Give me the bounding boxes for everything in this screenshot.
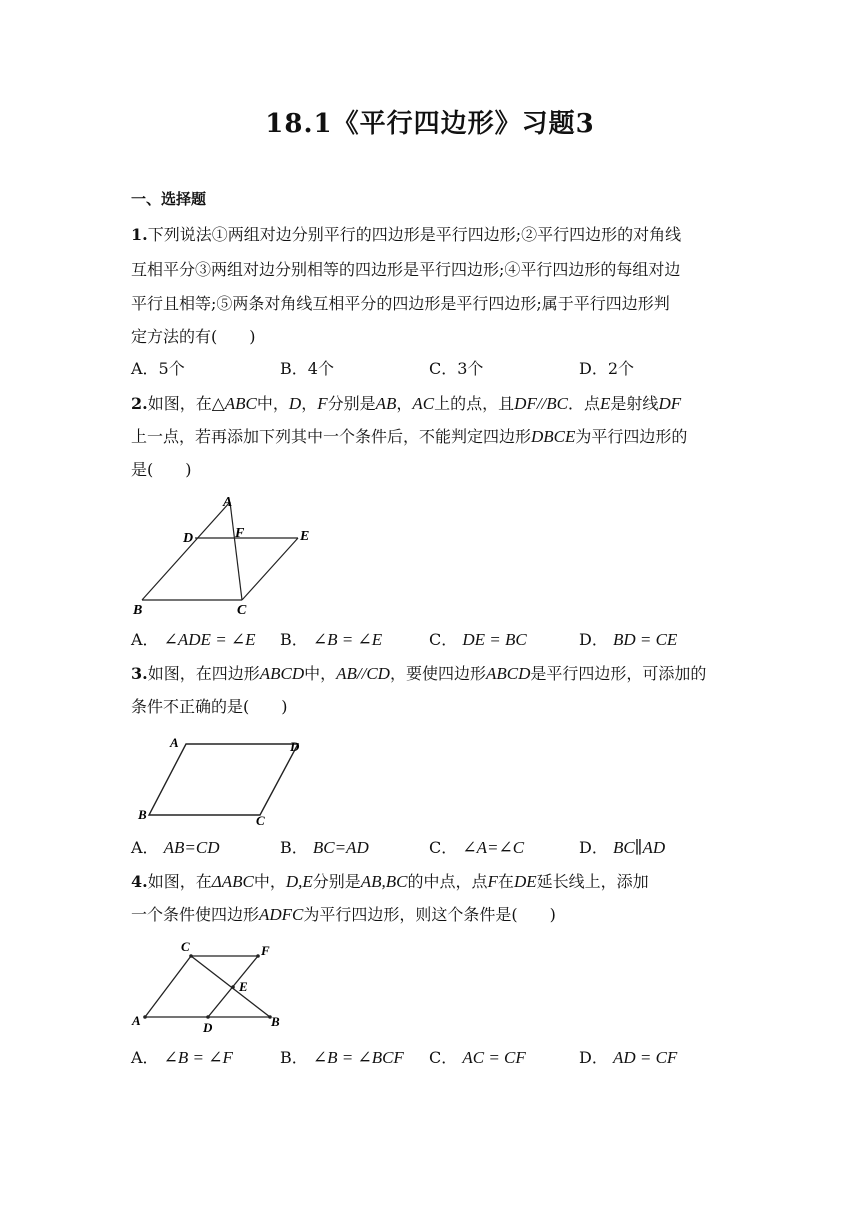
option-expr: ∠B = ∠BCF — [312, 1048, 404, 1067]
option-letter: D． — [579, 630, 608, 649]
q2-line-2 — [131, 427, 687, 447]
q1-option-b: B．4个 — [280, 359, 334, 378]
q2-math: AC — [412, 394, 435, 413]
q3-label-a: A — [170, 735, 179, 750]
q1-number: 1. — [131, 225, 148, 244]
q2-text: 为平行四边形的 — [575, 427, 688, 446]
q2-label-b: B — [133, 603, 143, 618]
q2-math: △ABC — [211, 394, 257, 413]
q3-math: ABCD — [485, 664, 531, 683]
q4-label-d: D — [203, 1020, 213, 1035]
q2-line-3: 是( ) — [131, 460, 192, 479]
q2-math: D — [288, 394, 302, 413]
q2-text: 中， — [256, 394, 289, 413]
q3-label-d: D — [290, 739, 300, 754]
q4-math: AB,BC — [360, 872, 408, 891]
q2-text: 是射线 — [610, 394, 659, 413]
option-expr: BC=AD — [312, 838, 369, 857]
option-letter: C． — [429, 838, 458, 857]
q1-option-c: C．3个 — [429, 359, 484, 378]
q3-option-c — [429, 838, 524, 858]
q4-label-a: A — [132, 1013, 141, 1028]
q4-label-e: E — [239, 979, 248, 994]
q2-label-d: D — [183, 531, 194, 546]
option-expr: ∠A=∠C — [462, 838, 525, 857]
q2-text: 上一点，若再添加下列其中一个条件后，不能判定四边形 — [131, 427, 532, 446]
q3-math: ABCD — [259, 664, 305, 683]
q3-text: 如图，在四边形 — [147, 664, 260, 683]
q2-math: F — [317, 394, 328, 413]
q2-label-f: F — [235, 526, 245, 541]
q4-line-1 — [131, 872, 649, 892]
q2-text: ， — [396, 394, 413, 413]
q2-label-a: A — [223, 495, 233, 510]
option-expr: ∠B = ∠F — [163, 1048, 233, 1067]
q2-text: 分别是 — [327, 394, 376, 413]
option-expr: BD = CE — [612, 630, 678, 649]
q4-text: 如图，在 — [147, 872, 212, 891]
option-expr: AD = CF — [612, 1048, 678, 1067]
q4-math: D,E — [285, 872, 313, 891]
q4-option-c — [429, 1048, 526, 1068]
q2-option-a — [131, 630, 256, 650]
q2-label-c: C — [237, 603, 247, 618]
q4-text: 在 — [497, 872, 514, 891]
q2-label-e: E — [300, 529, 310, 544]
option-letter: C． — [429, 630, 458, 649]
q4-figure — [128, 935, 298, 1035]
option-expr: AC = CF — [462, 1048, 526, 1067]
q1-line-3: 平行且相等;⑤两条对角线互相平分的四边形是平行四边形;属于平行四边形判 — [131, 294, 670, 313]
q4-math: DE — [513, 872, 537, 891]
section-heading: 一、选择题 — [131, 190, 207, 208]
q2-text: ， — [301, 394, 318, 413]
q2-text: 如图，在 — [147, 394, 212, 413]
q3-figure — [130, 730, 320, 830]
q3-text: 是平行四边形，可添加的 — [530, 664, 707, 683]
option-letter: A． — [131, 1048, 159, 1067]
page-title: 18.1《平行四边形》习题3 — [265, 109, 595, 139]
q1-option-a: A．5个 — [131, 359, 185, 378]
option-letter: D． — [579, 838, 608, 857]
q1-line-2: 互相平分③两组对边分别相等的四边形是平行四边形;④平行四边形的每组对边 — [131, 260, 681, 279]
option-letter: B． — [280, 630, 308, 649]
q2-figure — [125, 490, 325, 620]
option-expr: ∠ADE = ∠E — [163, 630, 256, 649]
q3-line-2: 条件不正确的是( ) — [131, 697, 288, 716]
q2-math: AB — [375, 394, 397, 413]
option-letter: B． — [280, 1048, 308, 1067]
q2-option-c — [429, 630, 527, 650]
q4-label-b: B — [271, 1014, 280, 1029]
option-expr: AB=CD — [163, 838, 220, 857]
q3-option-b — [280, 838, 369, 858]
q2-line-1 — [131, 394, 681, 414]
q2-math: DBCE — [531, 427, 576, 446]
q4-label-c: C — [181, 939, 190, 954]
option-letter: A． — [131, 838, 159, 857]
q3-text: ，要使四边形 — [389, 664, 486, 683]
q2-math: DF//BC — [514, 394, 569, 413]
q4-number: 4. — [131, 872, 148, 891]
option-expr: BC∥AD — [612, 838, 666, 857]
q4-text: 延长线上，添加 — [536, 872, 649, 891]
q1-text-1: 下列说法①两组对边分别平行的四边形是平行四边形;②平行四边形的对角线 — [147, 225, 682, 244]
q4-text: 一个条件使四边形 — [131, 905, 260, 924]
q3-label-b: B — [138, 807, 147, 822]
q4-text: 的中点，点 — [407, 872, 488, 891]
q4-text: 为平行四边形，则这个条件是( ) — [303, 905, 556, 924]
q2-option-d — [579, 630, 677, 650]
q2-number: 2. — [131, 394, 148, 413]
q4-math: ADFC — [259, 905, 304, 924]
option-expr: ∠B = ∠E — [312, 630, 383, 649]
q3-math: AB//CD — [336, 664, 390, 683]
q1-option-d: D．2个 — [579, 359, 635, 378]
q3-label-c: C — [256, 813, 265, 828]
q2-text: 上的点，且 — [434, 394, 515, 413]
q4-option-b — [280, 1048, 404, 1068]
q4-text: 分别是 — [312, 872, 361, 891]
option-letter: B． — [280, 838, 308, 857]
q3-option-a — [131, 838, 220, 858]
option-expr: DE = BC — [462, 630, 527, 649]
q4-math: F — [487, 872, 498, 891]
q2-option-b — [280, 630, 382, 650]
q3-line-1 — [131, 664, 706, 684]
q1-line-1 — [131, 225, 681, 245]
q4-line-2 — [131, 905, 556, 925]
q2-math: E — [600, 394, 611, 413]
q2-text: ．点 — [568, 394, 601, 413]
q4-label-f: F — [261, 943, 270, 958]
q3-number: 3. — [131, 664, 148, 683]
q4-math: ΔABC — [211, 872, 254, 891]
option-letter: A． — [131, 630, 159, 649]
q1-line-4: 定方法的有( ) — [131, 327, 256, 346]
q4-option-d — [579, 1048, 677, 1068]
q3-option-d — [579, 838, 665, 858]
option-letter: D． — [579, 1048, 608, 1067]
q4-option-a — [131, 1048, 233, 1068]
q2-math: DF — [658, 394, 682, 413]
q4-text: 中， — [253, 872, 286, 891]
option-letter: C． — [429, 1048, 458, 1067]
q3-text: 中， — [304, 664, 337, 683]
